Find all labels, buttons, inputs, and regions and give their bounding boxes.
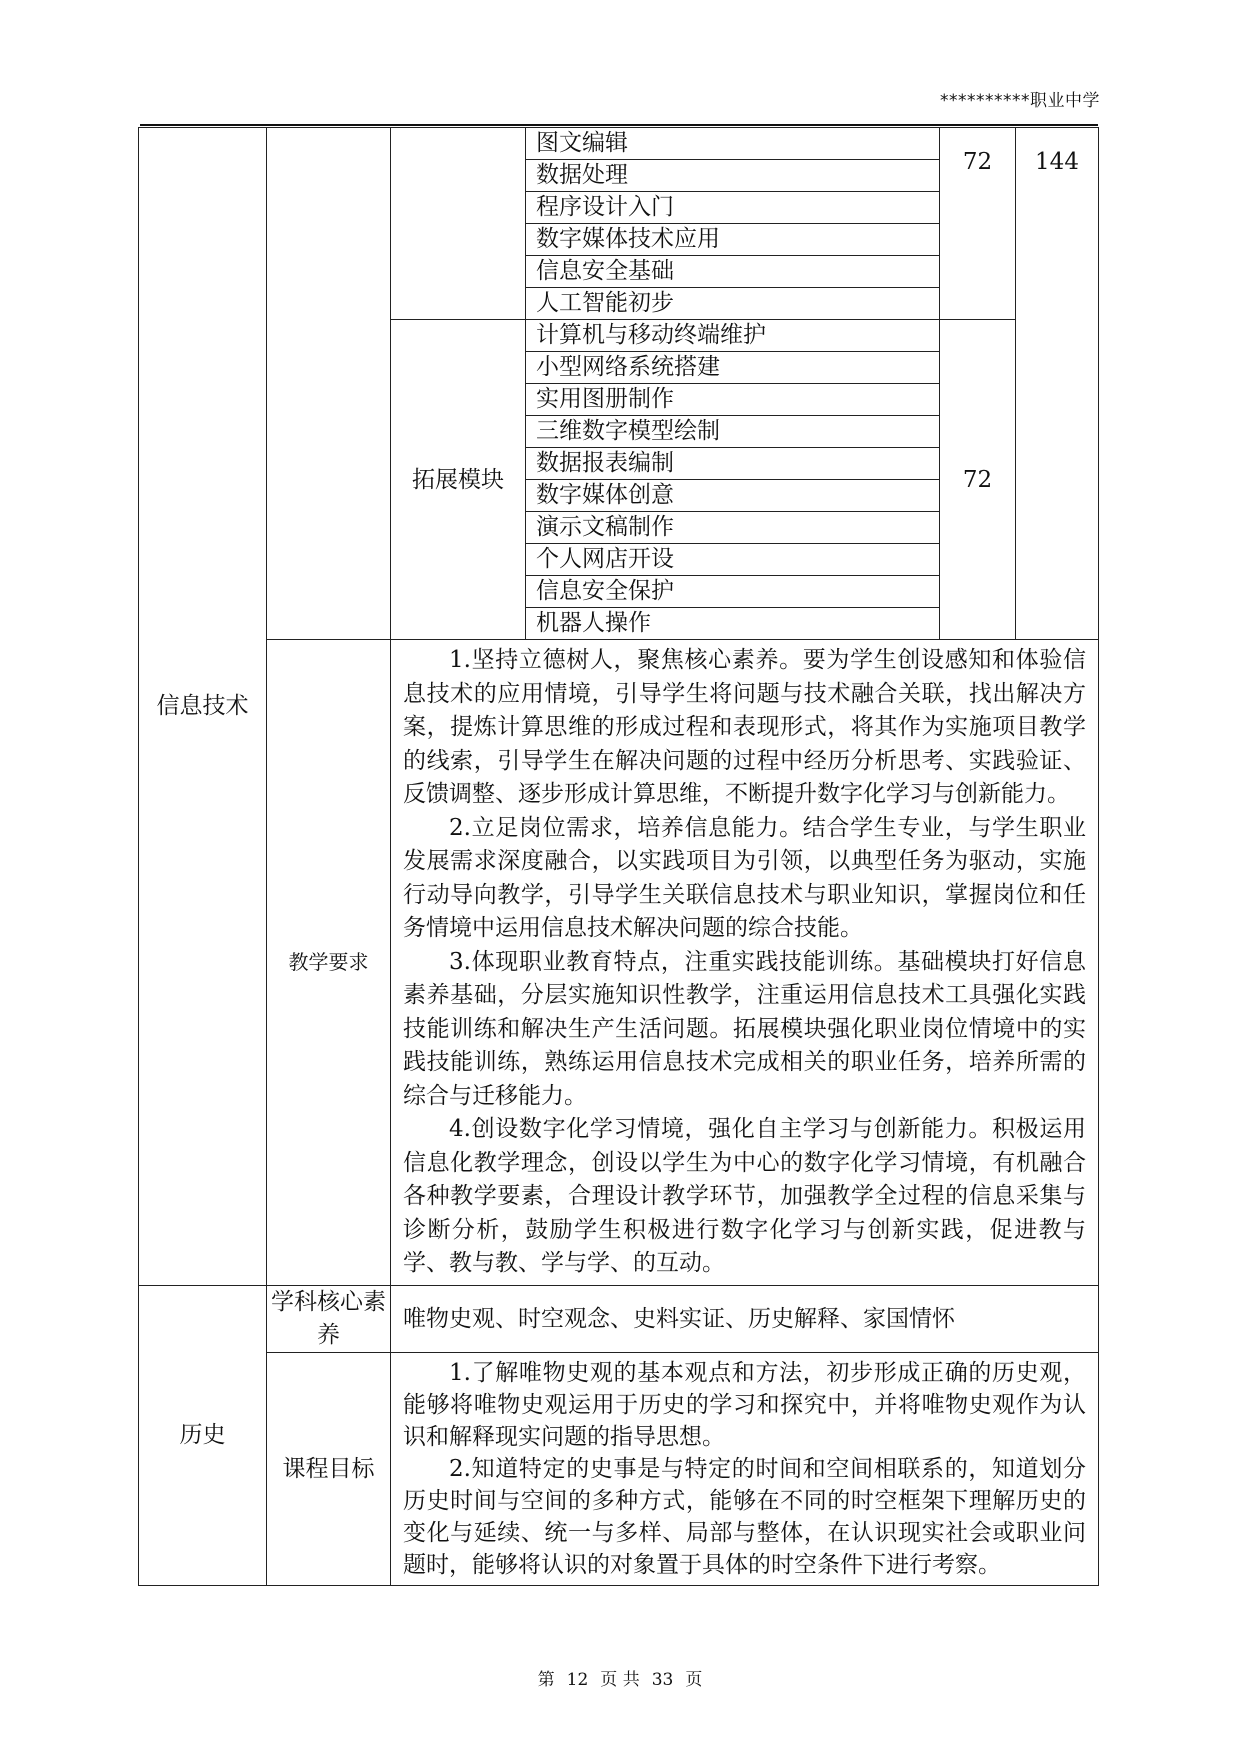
page-footer <box>0 1665 1240 1690</box>
header-school-name: **********职业中学 <box>940 91 1100 111</box>
requirement-paragraph: 2.立足岗位需求，培养信息能力。结合学生专业，与学生职业发展需求深度融合，以实践项目为引领，以典型任务为驱动，实施行动导向教学，引导学生关联信息技术与职业知识，掌握岗位和任务情境中运用信息技术解决问题的综合技能。 <box>403 814 1086 941</box>
curriculum-table <box>138 127 1099 1586</box>
module-item: 信息安全保护 <box>526 576 940 608</box>
module-item: 数据处理 <box>526 160 940 192</box>
header-rule <box>140 124 1098 126</box>
module-item: 计算机与移动终端维护 <box>526 320 940 352</box>
footer-mid: 页 共 <box>600 1670 640 1690</box>
footer-total-pages: 33 <box>651 1670 674 1690</box>
module-item: 数字媒体技术应用 <box>526 224 940 256</box>
requirement-paragraph: 4.创设数字化学习情境，强化自主学习与创新能力。积极运用信息化教学理念，创设以学生为中心的数字化学习情境，有机融合各种教学要素，合理设计教学环节，加强教学全过程的信息采集与诊断分析，鼓励学生积极进行数字化学习与创新实践，促进教与学、教与教、学与学、的互动。 <box>403 1116 1086 1276</box>
module-item: 演示文稿制作 <box>526 512 940 544</box>
total-hours: 144 <box>1016 128 1099 640</box>
ext-hours: 72 <box>940 320 1016 640</box>
subject-info-tech: 信息技术 <box>139 128 267 1286</box>
goal-paragraph: 1.了解唯物史观的基本观点和方法，初步形成正确的历史观，能够将唯物史观运用于历史的学习和探究中，并将唯物史观作为认识和解释现实问题的指导思想。 <box>403 1359 1086 1450</box>
module-item: 图文编辑 <box>526 128 940 160</box>
module-item: 人工智能初步 <box>526 288 940 320</box>
module-item: 三维数字模型绘制 <box>526 416 940 448</box>
basic-module-label-cell <box>391 128 526 320</box>
teaching-requirements-text <box>391 640 1099 1286</box>
module-item: 小型网络系统搭建 <box>526 352 940 384</box>
teaching-requirements-label: 教学要求 <box>267 640 391 1286</box>
module-item: 数据报表编制 <box>526 448 940 480</box>
module-item: 程序设计入门 <box>526 192 940 224</box>
footer-page-number: 12 <box>566 1670 589 1690</box>
goal-paragraph: 2.知道特定的史事是与特定的时间和空间相联系的，知道划分历史时间与空间的多种方式，能够在不同的时空框架下理解历史的变化与延续、统一与多样、局部与整体，在认识现实社会或职业问题时，能够将认识的对象置于具体的时空条件下进行考察。 <box>403 1455 1086 1578</box>
module-item: 数字媒体创意 <box>526 480 940 512</box>
ext-module-label: 拓展模块 <box>391 320 526 640</box>
course-goals-text <box>391 1352 1099 1585</box>
info-tech-blank-cell <box>267 128 391 640</box>
subject-history: 历史 <box>139 1285 267 1585</box>
module-item: 实用图册制作 <box>526 384 940 416</box>
module-item: 信息安全基础 <box>526 256 940 288</box>
core-literacy-label: 学科核心素养 <box>267 1285 391 1352</box>
module-item: 个人网店开设 <box>526 544 940 576</box>
requirement-paragraph: 1.坚持立德树人，聚焦核心素养。要为学生创设感知和体验信息技术的应用情境，引导学生将问题与技术融合关联，找出解决方案，提炼计算思维的形成过程和表现形式，将其作为实施项目教学的线索，引导学生在解决问题的过程中经历分析思考、实践验证、反馈调整、逐步形成计算思维，不断提升数字化学习与创新能力。 <box>403 647 1086 807</box>
footer-prefix: 第 <box>537 1670 555 1690</box>
core-literacy-value: 唯物史观、时空观念、史料实证、历史解释、家国情怀 <box>391 1285 1099 1352</box>
module-item: 机器人操作 <box>526 608 940 640</box>
course-goals-label: 课程目标 <box>267 1352 391 1585</box>
footer-suffix: 页 <box>685 1670 703 1690</box>
basic-hours: 72 <box>940 128 1016 320</box>
requirement-paragraph: 3.体现职业教育特点，注重实践技能训练。基础模块打好信息素养基础，分层实施知识性教学，注重运用信息技术工具强化实践技能训练和解决生产生活问题。拓展模块强化职业岗位情境中的实践技能训练，熟练运用信息技术完成相关的职业任务，培养所需的综合与迁移能力。 <box>403 948 1086 1109</box>
